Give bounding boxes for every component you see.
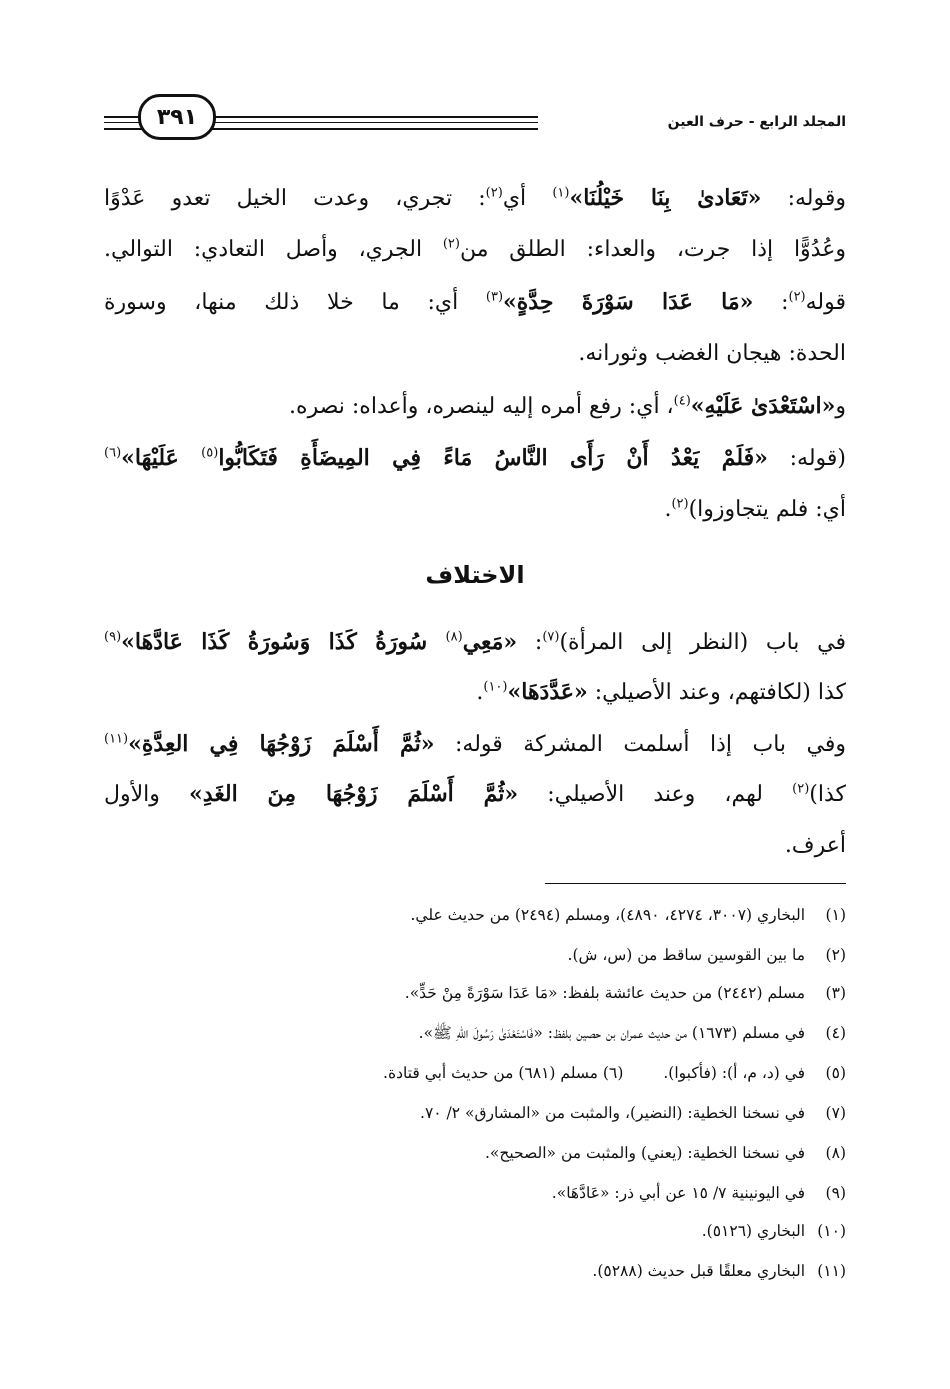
page-number: ٣٩١ bbox=[156, 104, 198, 130]
footnote: (٥) في (د، م، أ): (فأكبوا).(٦) مسلم (٦٨١) من حديث أبي قتادة. bbox=[383, 1064, 846, 1082]
footnote: (١٠) البخاري (٥١٢٦). bbox=[701, 1222, 846, 1240]
quoted-phrase: «ثُمَّ أَسْلَمَ زَوْجُهَا مِنَ الغَدِ» bbox=[189, 781, 519, 807]
footnote-separator bbox=[545, 883, 846, 884]
text-line-4: الحدة: هيجان الغضب وثورانه. bbox=[578, 341, 846, 366]
text-line-12: أعرف. bbox=[784, 833, 846, 858]
footnote: (٩) في اليونينية ٧/ ١٥ عن أبي ذر: «عَادَّهَا». bbox=[551, 1184, 846, 1202]
text-line-3: قوله$^{(٢)}$: «مَا عَدَا سَوْرَةَ حِدَّةٍ»$^{(٣)}$ أي: ما خلا ذلك منها، وسورة bbox=[104, 289, 847, 315]
quoted-phrase: «مَعِي bbox=[462, 629, 518, 655]
quoted-phrase: «تَعَادىٰ بِنَا خَيْلُنَا» bbox=[569, 185, 762, 211]
footnote: (١١) البخاري معلقًا قبل حديث (٥٢٨٨). bbox=[592, 1262, 846, 1280]
footnote: (٧) في نسخنا الخطية: (النضير)، والمثبت من «المشارق» ٢/ ٧٠. bbox=[420, 1104, 846, 1122]
text-line-5: و«اسْتَعْدَىٰ عَلَيْهِ»$^{(٤)}$، أي: رفع أمره إليه لينصره، وأعداه: نصره. bbox=[289, 393, 846, 419]
text-line-8: في باب (النظر إلى المرأة)$^{(٧)}$: «مَعِي$^{(٨)}$ سُورَةُ كَذَا وَسُورَةُ كَذَا عَادَّهَا»$^{(٩)}$ bbox=[104, 629, 846, 655]
text-line-11: كذا)$^{(٢)}$ لهم، وعند الأصيلي: «ثُمَّ أَسْلَمَ زَوْجُهَا مِنَ الغَدِ» والأول bbox=[104, 781, 846, 807]
quoted-phrase: «اسْتَعْدَىٰ عَلَيْهِ» bbox=[690, 393, 836, 419]
text-line-6: (قوله: «فَلَمْ يَعْدُ أَنْ رَأَى النَّاسُ مَاءً فِي المِيضَأَةِ فَتَكَابُّوا$^{(٥)}$ عَلَيْهَا»$^{(٦)}$ bbox=[104, 445, 846, 471]
footnote: (٢) ما بين القوسين ساقط من (س، ش). bbox=[567, 946, 846, 964]
footnote: (٨) في نسخنا الخطية: (يعني) والمثبت من «الصحيح». bbox=[484, 1144, 846, 1162]
footnote: (٣) مسلم (٢٤٤٢) من حديث عائشة بلفظ: «مَا عَدَا سَوْرَةً مِنْ حَدٍّ». bbox=[404, 984, 846, 1002]
quoted-phrase: «ثُمَّ أَسْلَمَ زَوْجُهَا فِي العِدَّةِ» bbox=[128, 731, 435, 757]
text-line-1: وقوله: «تَعَادىٰ بِنَا خَيْلُنَا»$^{(١)}$ أي$^{(٢)}$: تجري، وعدت الخيل تعدو عَدْوًا bbox=[104, 185, 846, 211]
quoted-phrase: «فَلَمْ يَعْدُ أَنْ رَأَى النَّاسُ مَاءً فِي المِيضَأَةِ فَتَكَابُّوا bbox=[218, 445, 768, 471]
footnote: (٤) في مسلم (١٦٧٣) من حديث عمران بن حصين بلفظ: «فَاسْتَعْدَىٰ رَسُولَ اللهِ ﷺ». bbox=[418, 1024, 846, 1042]
text-line-7: أي: فلم يتجاوزوا)$^{(٢)}$. bbox=[664, 496, 846, 522]
text-line-2: وعُدُوًّا إذا جرت، والعداء: الطلق من$^{(٢)}$ الجري، وأصل التعادي: التوالي. bbox=[104, 236, 846, 262]
running-title: المجلد الرابع - حرف العين bbox=[538, 112, 846, 132]
text-line-9: كذا (لكافتهم، وعند الأصيلي: «عَدَّدَهَا»$^{(١٠)}$. bbox=[476, 679, 846, 705]
footnote: (١) البخاري (٣٠٠٧، ٤٢٧٤، ٤٨٩٠)، ومسلم (٢٤٩٤) من حديث علي. bbox=[410, 906, 846, 924]
section-heading: الاختلاف bbox=[425, 561, 525, 589]
text-line-10: وفي باب إذا أسلمت المشركة قوله: «ثُمَّ أَسْلَمَ زَوْجُهَا فِي العِدَّةِ»$^{(١١)}$ bbox=[104, 731, 846, 757]
quoted-phrase: «مَا عَدَا سَوْرَةَ حِدَّةٍ» bbox=[503, 289, 754, 315]
page-number-badge bbox=[138, 94, 216, 140]
quoted-phrase: «عَدَّدَهَا» bbox=[507, 679, 588, 705]
